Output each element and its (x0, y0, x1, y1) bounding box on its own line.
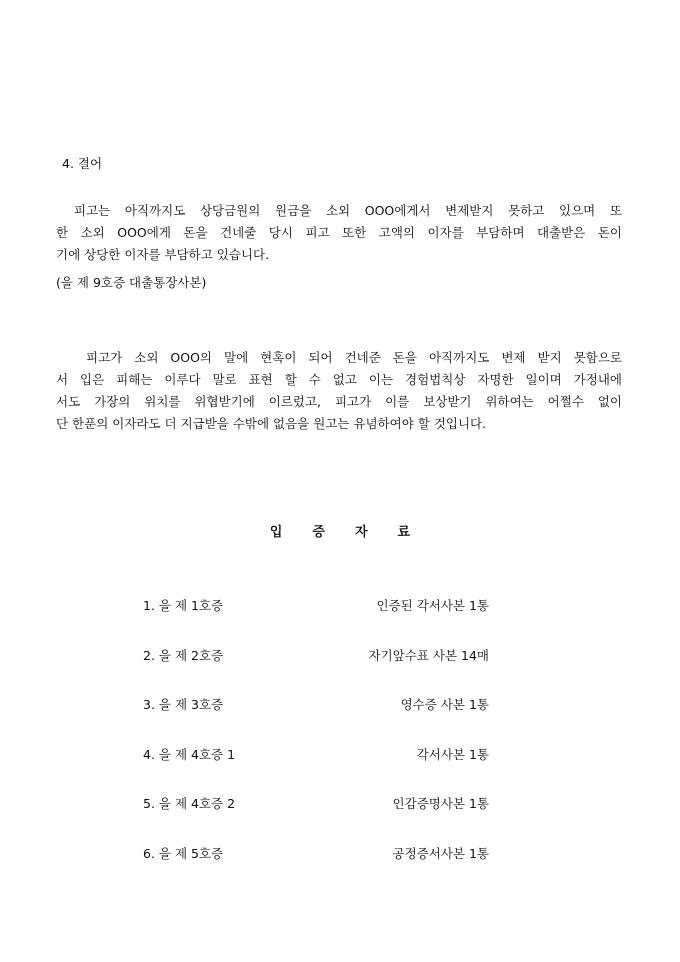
section-heading: 4. 결어 (62, 156, 103, 171)
evidence-item (143, 646, 489, 696)
evidence-item-description: 영수증 사본 1통 (400, 697, 489, 712)
evidence-item-description: 자기앞수표 사본 14매 (368, 647, 489, 663)
evidence-title: 입증자료 (269, 525, 441, 540)
evidence-list (143, 596, 489, 893)
evidence-item (143, 794, 489, 844)
evidence-reference-note: (을 제 9호증 대출통장사본) (56, 275, 207, 290)
paragraph-line: 한 소외 OOO에게 돈을 건네줄 당시 피고 또한 고액의 이자를 부담하며 대출받은 돈이 (56, 225, 622, 240)
paragraph-conclusion-1 (56, 200, 622, 266)
evidence-item (143, 844, 489, 894)
evidence-item-description: 인감증명사본 1통 (392, 796, 489, 811)
evidence-item-number: 3. 을 제 3호증 (143, 697, 224, 712)
evidence-item-number: 2. 을 제 2호증 (143, 647, 224, 663)
evidence-item (143, 695, 489, 745)
paragraph-line: 기에 상당한 이자를 부담하고 있습니다. (56, 247, 270, 262)
evidence-item-description: 인증된 각서사본 1통 (376, 598, 489, 613)
evidence-item-number: 4. 을 제 4호증 1 (143, 746, 236, 762)
evidence-item-number: 6. 을 제 5호증 (143, 845, 224, 861)
paragraph-conclusion-2 (56, 347, 622, 435)
evidence-item-number: 5. 을 제 4호증 2 (143, 796, 236, 811)
evidence-item (143, 596, 489, 646)
paragraph-line: 단 한푼의 이자라도 더 지급받을 수밖에 없음을 원고는 유념하여야 할 것입니다. (56, 416, 487, 431)
paragraph-line: 피고가 소외 OOO의 말에 현혹이 되어 건네준 돈을 아직까지도 변제 받지 못함으로 (86, 350, 622, 365)
paragraph-line: 피고는 아직까지도 상당금원의 원금을 소외 OOO에게서 변제받지 못하고 있으며 또 (74, 203, 622, 218)
paragraph-line: 서도 가장의 위치를 위협받기에 이르렀고, 피고가 이를 보상받기 위하여는 어쩔수 없이 (56, 394, 622, 409)
evidence-item-description: 각서사본 1통 (416, 746, 489, 762)
evidence-item-description: 공정증서사본 1통 (392, 845, 489, 861)
evidence-item (143, 745, 489, 795)
evidence-item-number: 1. 을 제 1호증 (143, 598, 224, 613)
paragraph-line: 서 입은 피해는 이루다 말로 표현 할 수 없고 이는 경험법칙상 자명한 일이며 가정내에 (56, 372, 622, 387)
